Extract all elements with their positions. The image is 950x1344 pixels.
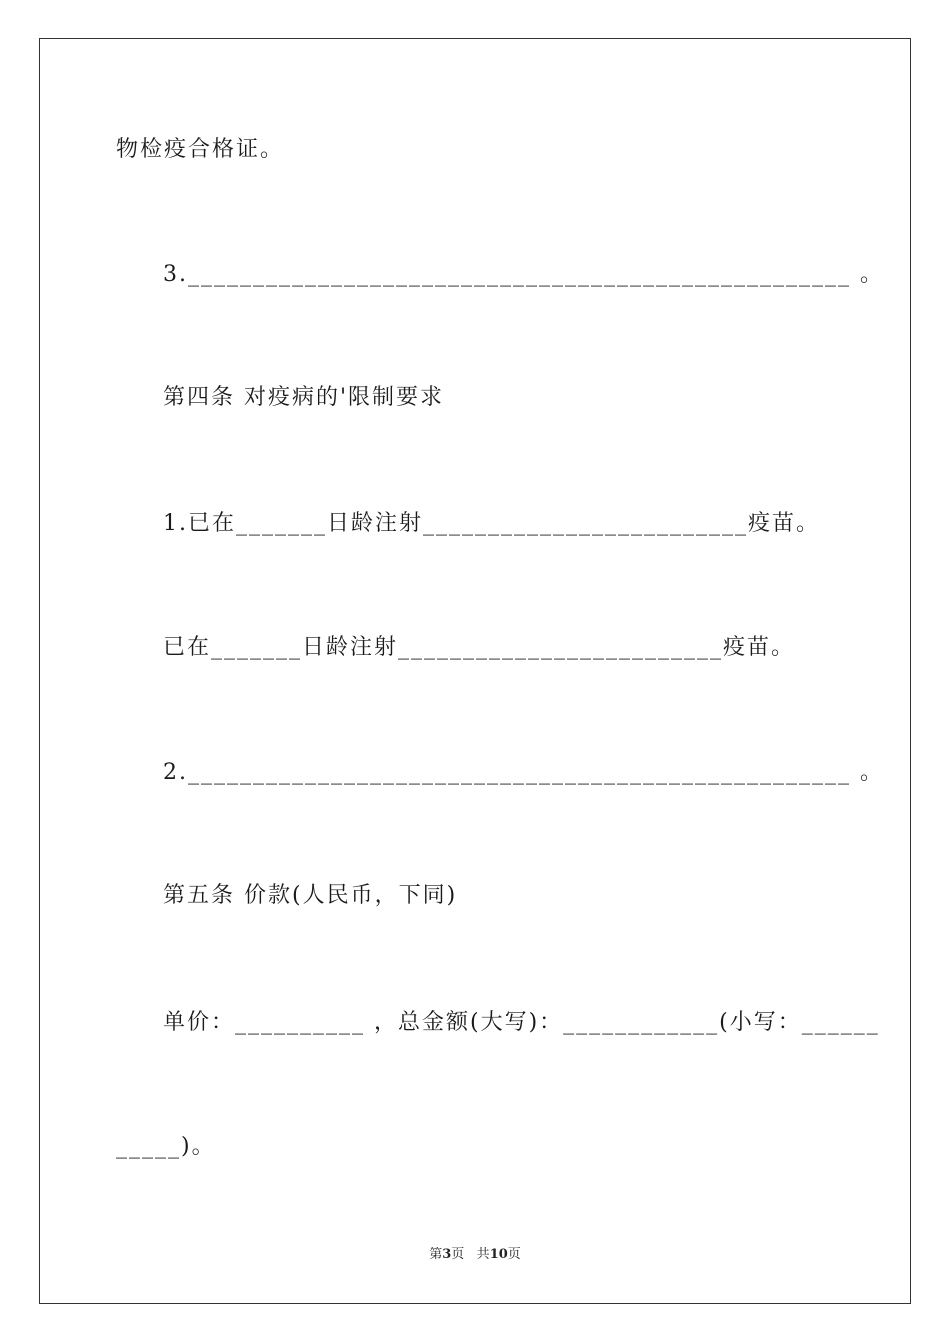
footer-total-number: 10: [489, 1247, 508, 1262]
text-line-8: 单价：__________ ，总金额(大写)：____________(小写：______: [163, 1010, 880, 1035]
page-border: [39, 38, 911, 1304]
text-line-1: 物检疫合格证。: [116, 137, 285, 162]
footer-page-number: 3: [442, 1247, 452, 1262]
page-footer: [0, 1246, 950, 1264]
footer-page-mid: 页: [451, 1247, 465, 1262]
text-line-6: 2.___________________________________________________ 。: [163, 760, 884, 785]
text-line-5: 已在_______日龄注射_________________________疫苗。: [163, 635, 796, 660]
article-5-heading: 第五条 价款(人民币，下同): [163, 883, 458, 908]
footer-total-suffix: 页: [507, 1247, 521, 1262]
footer-page-prefix: 第: [429, 1247, 443, 1262]
article-4-heading: 第四条 对疫病的'限制要求: [163, 385, 445, 410]
text-line-9: _____)。: [116, 1134, 216, 1159]
footer-total-prefix: 共: [476, 1247, 490, 1262]
text-line-4: 1.已在_______日龄注射_________________________疫苗。: [163, 511, 820, 536]
text-line-2: 3.___________________________________________________ 。: [163, 262, 884, 287]
